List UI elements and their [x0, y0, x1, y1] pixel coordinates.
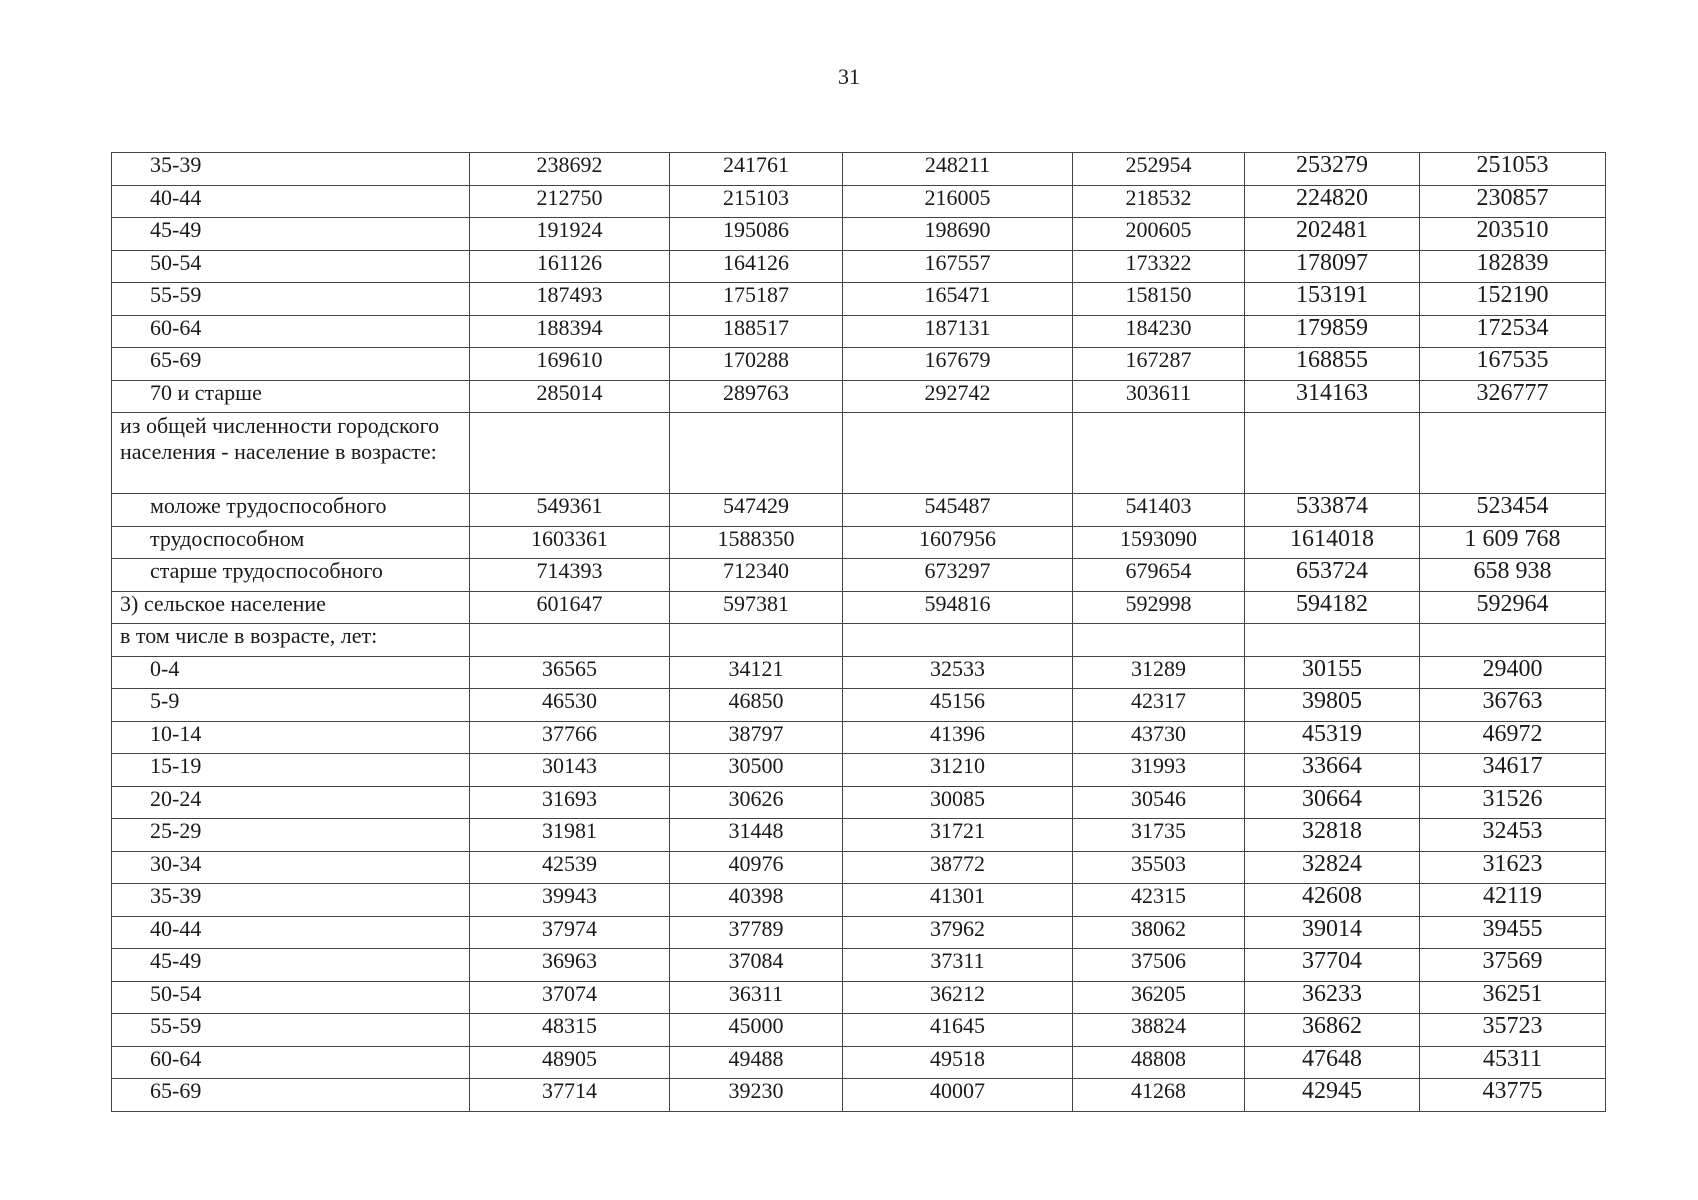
table-row	[112, 689, 1606, 722]
value-cell	[1245, 624, 1420, 657]
value-cell: 43730	[1073, 721, 1245, 754]
value-cell: 541403	[1073, 494, 1245, 527]
value-cell: 42315	[1073, 884, 1245, 917]
row-label: из общей численности городского населения - население в возрасте:	[112, 413, 470, 494]
value-cell: 31721	[843, 819, 1073, 852]
value-cell: 679654	[1073, 559, 1245, 592]
value-cell: 49488	[670, 1046, 843, 1079]
value-cell: 45000	[670, 1014, 843, 1047]
value-cell: 1614018	[1245, 526, 1420, 559]
value-cell: 545487	[843, 494, 1073, 527]
value-cell: 36862	[1245, 1014, 1420, 1047]
value-cell: 198690	[843, 218, 1073, 251]
value-cell: 158150	[1073, 283, 1245, 316]
value-cell: 195086	[670, 218, 843, 251]
table-row	[112, 851, 1606, 884]
value-cell: 37974	[470, 916, 670, 949]
value-cell: 31289	[1073, 656, 1245, 689]
value-cell: 40976	[670, 851, 843, 884]
value-cell: 285014	[470, 380, 670, 413]
row-label: 45-49	[112, 949, 470, 982]
value-cell: 42119	[1420, 884, 1606, 917]
table-row	[112, 283, 1606, 316]
value-cell: 241761	[670, 153, 843, 186]
value-cell: 37311	[843, 949, 1073, 982]
value-cell: 40007	[843, 1079, 1073, 1112]
value-cell: 224820	[1245, 185, 1420, 218]
value-cell: 549361	[470, 494, 670, 527]
value-cell: 314163	[1245, 380, 1420, 413]
value-cell: 42608	[1245, 884, 1420, 917]
value-cell: 38824	[1073, 1014, 1245, 1047]
value-cell	[670, 413, 843, 494]
row-label: 40-44	[112, 185, 470, 218]
table-row	[112, 819, 1606, 852]
value-cell: 42317	[1073, 689, 1245, 722]
value-cell: 31735	[1073, 819, 1245, 852]
value-cell: 37704	[1245, 949, 1420, 982]
value-cell	[843, 413, 1073, 494]
value-cell: 592964	[1420, 591, 1606, 624]
value-cell: 38797	[670, 721, 843, 754]
table-row	[112, 884, 1606, 917]
value-cell: 39230	[670, 1079, 843, 1112]
value-cell: 31993	[1073, 754, 1245, 787]
value-cell	[1073, 413, 1245, 494]
page-number: 31	[838, 64, 860, 89]
value-cell: 39014	[1245, 916, 1420, 949]
table-row	[112, 559, 1606, 592]
row-label: 10-14	[112, 721, 470, 754]
value-cell: 46530	[470, 689, 670, 722]
value-cell: 212750	[470, 185, 670, 218]
value-cell: 41396	[843, 721, 1073, 754]
table-row	[112, 494, 1606, 527]
table-row	[112, 916, 1606, 949]
value-cell: 594182	[1245, 591, 1420, 624]
table-row	[112, 250, 1606, 283]
row-label: 35-39	[112, 153, 470, 186]
value-cell: 37962	[843, 916, 1073, 949]
value-cell: 48315	[470, 1014, 670, 1047]
table-row	[112, 218, 1606, 251]
value-cell: 42539	[470, 851, 670, 884]
table-row	[112, 380, 1606, 413]
row-label: 60-64	[112, 315, 470, 348]
value-cell: 714393	[470, 559, 670, 592]
value-cell: 39455	[1420, 916, 1606, 949]
row-label: 15-19	[112, 754, 470, 787]
value-cell: 45156	[843, 689, 1073, 722]
row-label: 20-24	[112, 786, 470, 819]
value-cell: 251053	[1420, 153, 1606, 186]
row-label: 35-39	[112, 884, 470, 917]
value-cell: 30085	[843, 786, 1073, 819]
value-cell: 36963	[470, 949, 670, 982]
value-cell: 597381	[670, 591, 843, 624]
row-label: в том числе в возрасте, лет:	[112, 624, 470, 657]
value-cell	[1073, 624, 1245, 657]
value-cell: 601647	[470, 591, 670, 624]
value-cell: 292742	[843, 380, 1073, 413]
table-row	[112, 185, 1606, 218]
value-cell: 187493	[470, 283, 670, 316]
value-cell: 35503	[1073, 851, 1245, 884]
value-cell: 36233	[1245, 981, 1420, 1014]
row-label: 25-29	[112, 819, 470, 852]
table-row	[112, 526, 1606, 559]
value-cell: 1593090	[1073, 526, 1245, 559]
value-cell: 45311	[1420, 1046, 1606, 1079]
value-cell: 167679	[843, 348, 1073, 381]
value-cell: 215103	[670, 185, 843, 218]
value-cell: 253279	[1245, 153, 1420, 186]
value-cell	[670, 624, 843, 657]
value-cell: 45319	[1245, 721, 1420, 754]
value-cell: 46972	[1420, 721, 1606, 754]
value-cell: 32533	[843, 656, 1073, 689]
value-cell: 37506	[1073, 949, 1245, 982]
value-cell: 594816	[843, 591, 1073, 624]
row-label: 45-49	[112, 218, 470, 251]
value-cell: 161126	[470, 250, 670, 283]
value-cell: 203510	[1420, 218, 1606, 251]
value-cell: 33664	[1245, 754, 1420, 787]
value-cell	[1245, 413, 1420, 494]
table-row	[112, 315, 1606, 348]
value-cell: 37766	[470, 721, 670, 754]
value-cell: 41645	[843, 1014, 1073, 1047]
value-cell: 168855	[1245, 348, 1420, 381]
value-cell: 35723	[1420, 1014, 1606, 1047]
value-cell: 31623	[1420, 851, 1606, 884]
row-label: 65-69	[112, 1079, 470, 1112]
value-cell: 46850	[670, 689, 843, 722]
row-label: моложе трудоспособного	[112, 494, 470, 527]
row-label: 5-9	[112, 689, 470, 722]
table-row	[112, 624, 1606, 657]
table-row	[112, 786, 1606, 819]
row-label: 0-4	[112, 656, 470, 689]
value-cell: 39943	[470, 884, 670, 917]
value-cell: 658 938	[1420, 559, 1606, 592]
value-cell: 165471	[843, 283, 1073, 316]
table-row	[112, 1014, 1606, 1047]
table-row	[112, 1046, 1606, 1079]
value-cell: 38062	[1073, 916, 1245, 949]
value-cell: 188517	[670, 315, 843, 348]
table-row	[112, 1079, 1606, 1112]
value-cell: 37789	[670, 916, 843, 949]
table-row	[112, 348, 1606, 381]
value-cell: 37714	[470, 1079, 670, 1112]
row-label: 65-69	[112, 348, 470, 381]
value-cell	[1420, 413, 1606, 494]
value-cell: 184230	[1073, 315, 1245, 348]
value-cell: 1588350	[670, 526, 843, 559]
row-label: 3) сельское население	[112, 591, 470, 624]
row-label: 60-64	[112, 1046, 470, 1079]
table-row	[112, 754, 1606, 787]
value-cell: 167557	[843, 250, 1073, 283]
value-cell: 34121	[670, 656, 843, 689]
table-row	[112, 413, 1606, 494]
value-cell: 1 609 768	[1420, 526, 1606, 559]
value-cell: 1603361	[470, 526, 670, 559]
value-cell: 42945	[1245, 1079, 1420, 1112]
row-label: 55-59	[112, 1014, 470, 1047]
value-cell: 167287	[1073, 348, 1245, 381]
value-cell: 167535	[1420, 348, 1606, 381]
value-cell: 36763	[1420, 689, 1606, 722]
value-cell: 36311	[670, 981, 843, 1014]
row-label: старше трудоспособного	[112, 559, 470, 592]
value-cell: 47648	[1245, 1046, 1420, 1079]
table-row	[112, 656, 1606, 689]
value-cell: 40398	[670, 884, 843, 917]
value-cell: 153191	[1245, 283, 1420, 316]
value-cell: 252954	[1073, 153, 1245, 186]
value-cell: 164126	[670, 250, 843, 283]
table-body	[112, 153, 1606, 1112]
value-cell: 653724	[1245, 559, 1420, 592]
value-cell: 49518	[843, 1046, 1073, 1079]
value-cell	[843, 624, 1073, 657]
value-cell: 43775	[1420, 1079, 1606, 1112]
value-cell: 152190	[1420, 283, 1606, 316]
value-cell: 218532	[1073, 185, 1245, 218]
value-cell: 303611	[1073, 380, 1245, 413]
value-cell: 39805	[1245, 689, 1420, 722]
value-cell: 326777	[1420, 380, 1606, 413]
value-cell: 238692	[470, 153, 670, 186]
value-cell: 38772	[843, 851, 1073, 884]
value-cell: 30664	[1245, 786, 1420, 819]
value-cell: 30500	[670, 754, 843, 787]
row-label: 50-54	[112, 250, 470, 283]
value-cell: 216005	[843, 185, 1073, 218]
value-cell	[470, 624, 670, 657]
value-cell: 31526	[1420, 786, 1606, 819]
value-cell: 289763	[670, 380, 843, 413]
value-cell: 36205	[1073, 981, 1245, 1014]
value-cell	[470, 413, 670, 494]
value-cell: 41268	[1073, 1079, 1245, 1112]
value-cell: 48905	[470, 1046, 670, 1079]
value-cell: 523454	[1420, 494, 1606, 527]
value-cell: 191924	[470, 218, 670, 251]
value-cell: 175187	[670, 283, 843, 316]
value-cell: 37084	[670, 949, 843, 982]
value-cell: 37569	[1420, 949, 1606, 982]
value-cell: 30143	[470, 754, 670, 787]
value-cell: 200605	[1073, 218, 1245, 251]
value-cell	[1420, 624, 1606, 657]
value-cell: 31981	[470, 819, 670, 852]
value-cell: 547429	[670, 494, 843, 527]
value-cell: 29400	[1420, 656, 1606, 689]
value-cell: 48808	[1073, 1046, 1245, 1079]
row-label: 40-44	[112, 916, 470, 949]
value-cell: 41301	[843, 884, 1073, 917]
value-cell: 36251	[1420, 981, 1606, 1014]
row-label: 50-54	[112, 981, 470, 1014]
value-cell: 169610	[470, 348, 670, 381]
value-cell: 31693	[470, 786, 670, 819]
value-cell: 248211	[843, 153, 1073, 186]
value-cell: 182839	[1420, 250, 1606, 283]
value-cell: 230857	[1420, 185, 1606, 218]
value-cell: 1607956	[843, 526, 1073, 559]
table-row	[112, 721, 1606, 754]
value-cell: 34617	[1420, 754, 1606, 787]
value-cell: 202481	[1245, 218, 1420, 251]
value-cell: 36212	[843, 981, 1073, 1014]
value-cell: 173322	[1073, 250, 1245, 283]
value-cell: 187131	[843, 315, 1073, 348]
value-cell: 32453	[1420, 819, 1606, 852]
value-cell: 30155	[1245, 656, 1420, 689]
value-cell: 712340	[670, 559, 843, 592]
value-cell: 32818	[1245, 819, 1420, 852]
population-table	[111, 152, 1606, 1112]
value-cell: 36565	[470, 656, 670, 689]
value-cell: 170288	[670, 348, 843, 381]
row-label: 30-34	[112, 851, 470, 884]
table-row	[112, 949, 1606, 982]
value-cell: 31210	[843, 754, 1073, 787]
table-row	[112, 591, 1606, 624]
table-row	[112, 153, 1606, 186]
row-label: 70 и старше	[112, 380, 470, 413]
row-label: трудоспособном	[112, 526, 470, 559]
value-cell: 592998	[1073, 591, 1245, 624]
value-cell: 673297	[843, 559, 1073, 592]
value-cell: 188394	[470, 315, 670, 348]
value-cell: 31448	[670, 819, 843, 852]
value-cell: 30546	[1073, 786, 1245, 819]
value-cell: 32824	[1245, 851, 1420, 884]
value-cell: 179859	[1245, 315, 1420, 348]
value-cell: 533874	[1245, 494, 1420, 527]
value-cell: 178097	[1245, 250, 1420, 283]
row-label: 55-59	[112, 283, 470, 316]
table-row	[112, 981, 1606, 1014]
value-cell: 172534	[1420, 315, 1606, 348]
value-cell: 30626	[670, 786, 843, 819]
value-cell: 37074	[470, 981, 670, 1014]
